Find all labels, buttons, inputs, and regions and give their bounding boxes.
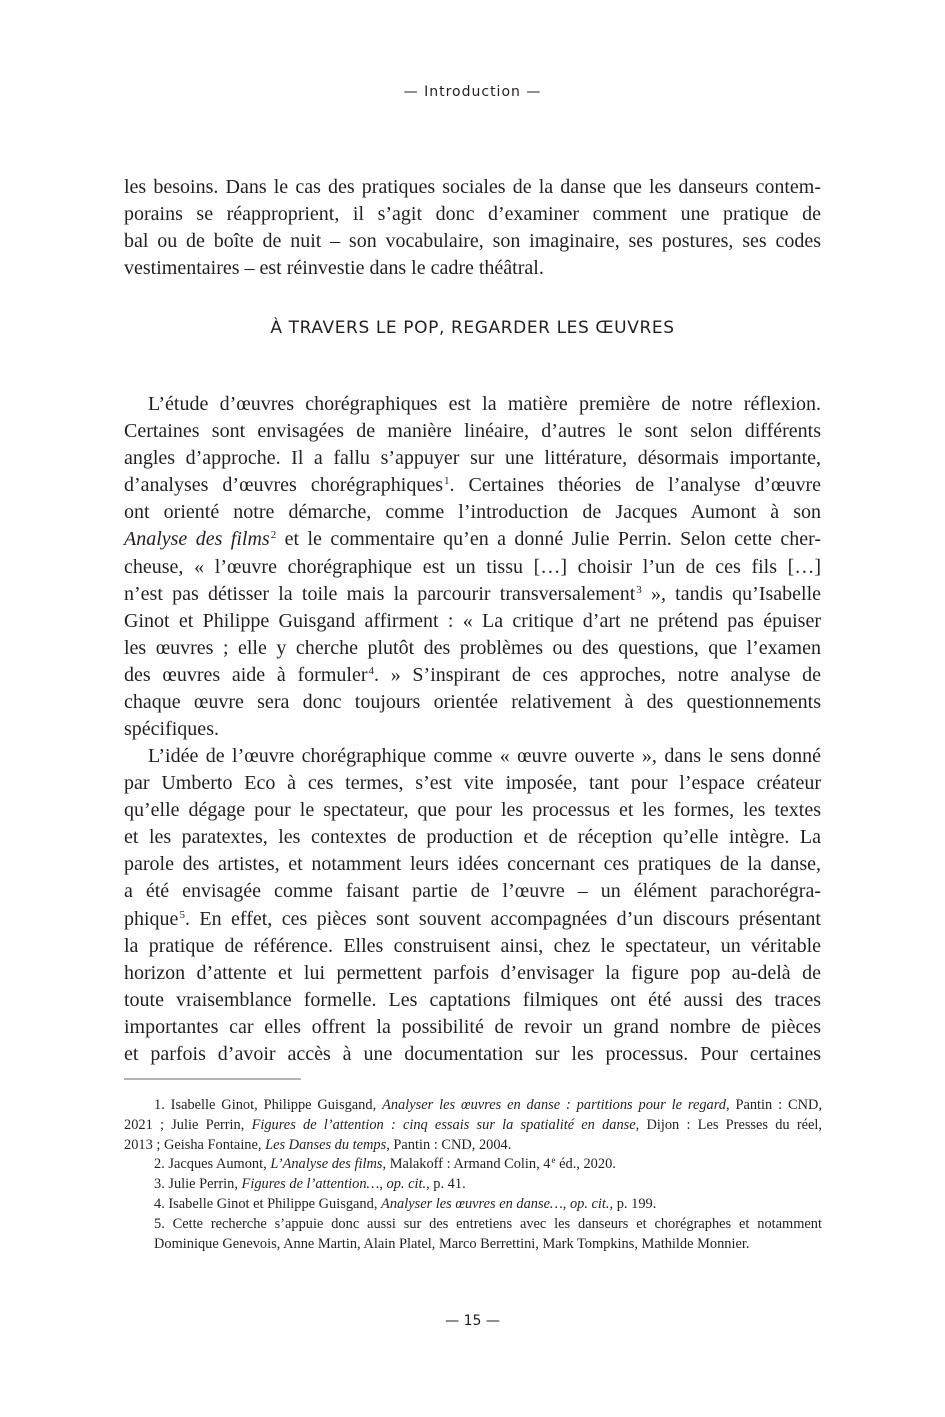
- text-line: cheuse, « l’œuvre chorégraphique est un tissu […] choisir l’un de ces fils […]: [124, 555, 821, 578]
- text-run: 1. Isabelle Ginot, Philippe Guisgand,: [154, 1097, 383, 1113]
- book-title: Figures de l’attention…: [241, 1176, 380, 1193]
- text-run: 3. Julie Perrin,: [154, 1176, 242, 1193]
- footnote-5-line: 5. Cette recherche s’appuie donc aussi sur des entretiens avec les danseurs et chorégraphes et notamment: [154, 1215, 822, 1232]
- footnote-1-line: [124, 1116, 822, 1136]
- book-title: Analyser les œuvres en danse : partitions pour le regard: [382, 1097, 726, 1113]
- text-run: , p. 41.: [426, 1176, 466, 1193]
- book-title: Analyser les œuvres en danse…: [381, 1195, 563, 1212]
- footnote-1-line: [124, 1136, 822, 1156]
- text-line: chaque œuvre sera donc toujours orientée relativement à des questionnements: [124, 691, 821, 714]
- book-title: Figures de l’attention : cinq essais sur la spatialité en danse: [251, 1116, 636, 1133]
- text-line: vestimentaires – est réinvestie dans le cadre théâtral.: [124, 257, 544, 280]
- text-run: éd., 2020.: [555, 1156, 616, 1173]
- footnote-reference-2[interactable]: 2: [270, 529, 277, 542]
- text-run: ,: [562, 1195, 570, 1212]
- footnote-reference-5[interactable]: 5: [179, 908, 185, 921]
- footnote-3: [154, 1175, 822, 1195]
- text-line: [124, 472, 821, 499]
- footnote-2: [154, 1155, 822, 1175]
- text-run: , Malakoff : Armand Colin, 4: [382, 1156, 551, 1173]
- footnote-reference-3[interactable]: 3: [636, 583, 642, 596]
- paragraph-2: [124, 743, 821, 1068]
- text-line: toute vraisemblance formelle. Les captations filmiques ont été aussi des traces: [124, 988, 821, 1011]
- book-title: L’Analyse des films: [270, 1156, 383, 1173]
- section-heading: À TRAVERS LE POP, REGARDER LES ŒUVRES: [270, 318, 675, 338]
- text-run: ,: [379, 1176, 387, 1193]
- text-line: parole des artistes, et notamment leurs idées concernant ces pratiques de la danse,: [124, 853, 821, 876]
- text-run: phique: [124, 907, 179, 930]
- text-line: [124, 581, 821, 608]
- text-line: angles d’approche. Il a fallu s’appuyer sur une littérature, désormais importante,: [124, 447, 821, 470]
- running-head: — Introduction —: [403, 84, 542, 100]
- text-run: 4. Isabelle Ginot et Philippe Guisgand,: [154, 1195, 382, 1212]
- book-title: Les Danses du temps: [265, 1136, 387, 1153]
- text-run: n’est pas détisser la toile mais la parcourir transversalement: [124, 582, 636, 605]
- text-line: Ginot et Philippe Guisgand affirment : « La critique d’art ne prétend pas épuiser: [124, 609, 821, 632]
- text-run: . » S’inspirant de ces approches, notre analyse de: [373, 663, 821, 686]
- footnote-4: [154, 1195, 822, 1215]
- text-line: L’étude d’œuvres chorégraphiques est la matière première de notre réflexion.: [148, 393, 821, 415]
- text-run: 2. Jacques Aumont,: [154, 1156, 271, 1173]
- text-line: et parfois d’avoir accès à une documentation sur les processus. Pour certaines: [124, 1043, 821, 1066]
- text-run: 2013 ; Geisha Fontaine,: [124, 1136, 266, 1153]
- text-line: par Umberto Eco à ces termes, s’est vite imposée, tant pour l’espace créateur: [124, 772, 821, 795]
- text-line: porains se réapproprient, il s’agit donc d’examiner comment une pratique de: [124, 203, 821, 226]
- text-line: L’idée de l’œuvre chorégraphique comme « œuvre ouverte », dans le sens donné: [148, 745, 821, 767]
- text-run: des œuvres aide à formuler: [124, 663, 368, 686]
- footnotes: [124, 1096, 822, 1254]
- text-run: 2021 ; Julie Perrin,: [124, 1116, 252, 1133]
- text-line: horizon d’attente et lui permettent parfois d’envisager la figure pop au-delà de: [124, 961, 821, 984]
- continued-paragraph: [124, 174, 821, 282]
- text-run: », tandis qu’Isabelle: [641, 582, 822, 605]
- page-number: — 15 —: [445, 1313, 500, 1329]
- text-line: spécifiques.: [124, 718, 219, 741]
- book-title: Analyse des films: [124, 528, 270, 551]
- text-run: , Pantin : CND, 2004.: [386, 1136, 512, 1153]
- edition-superscript: e: [551, 1155, 556, 1166]
- footnote-1-line: [154, 1096, 822, 1116]
- footnote-reference-1[interactable]: 1: [444, 475, 450, 488]
- text-run: et le commentaire qu’en a donné Julie Perrin. Selon cette cher-: [276, 528, 821, 551]
- text-line: [124, 662, 821, 689]
- text-run: . En effet, ces pièces sont souvent accompagnées d’un discours présentant: [184, 907, 821, 930]
- text-run: , Pantin : CND,: [725, 1097, 822, 1113]
- footnote-reference-4[interactable]: 4: [368, 664, 374, 677]
- text-line: bal ou de boîte de nuit – son vocabulaire, son imaginaire, ses postures, ses codes: [124, 230, 821, 253]
- footnote-5-line: Dominique Genevois, Anne Martin, Alain Platel, Marco Berrettini, Mark Tompkins, Mathilde Monnier.: [154, 1235, 750, 1252]
- paragraph-1: [124, 391, 821, 743]
- text-run: , Dijon : Les Presses du réel,: [635, 1116, 822, 1133]
- text-line: a été envisagée comme faisant partie de l’œuvre – un élément parachorégra-: [124, 880, 821, 903]
- text-line: qu’elle dégage pour le spectateur, que pour les processus et les formes, les textes: [124, 799, 821, 822]
- text-line: les besoins. Dans le cas des pratiques sociales de la danse que les danseurs contem-: [124, 176, 821, 198]
- text-line: [124, 526, 821, 553]
- text-line: importantes car elles offrent la possibilité de revoir un grand nombre de pièces: [124, 1015, 821, 1038]
- text-line: la pratique de référence. Elles construisent ainsi, chez le spectateur, un véritable: [124, 934, 821, 957]
- op-cit: op. cit.: [569, 1195, 610, 1212]
- text-line: Certaines sont envisagées de manière linéaire, d’autres le sont selon différents: [124, 420, 821, 443]
- text-line: les œuvres ; elle y cherche plutôt des problèmes ou des questions, que l’examen: [124, 636, 821, 659]
- text-line: [124, 906, 821, 933]
- op-cit: op. cit.: [386, 1176, 427, 1193]
- text-run: , p. 199.: [609, 1195, 657, 1212]
- text-run: . Certaines théories de l’analyse d’œuvre: [449, 474, 821, 497]
- footnote-separator: [124, 1078, 301, 1080]
- text-line: ont orienté notre démarche, comme l’introduction de Jacques Aumont à son: [124, 501, 821, 524]
- text-run: d’analyses d’œuvres chorégraphiques: [124, 474, 443, 497]
- text-line: et les paratextes, les contextes de production et de réception qu’elle intègre. La: [124, 826, 821, 849]
